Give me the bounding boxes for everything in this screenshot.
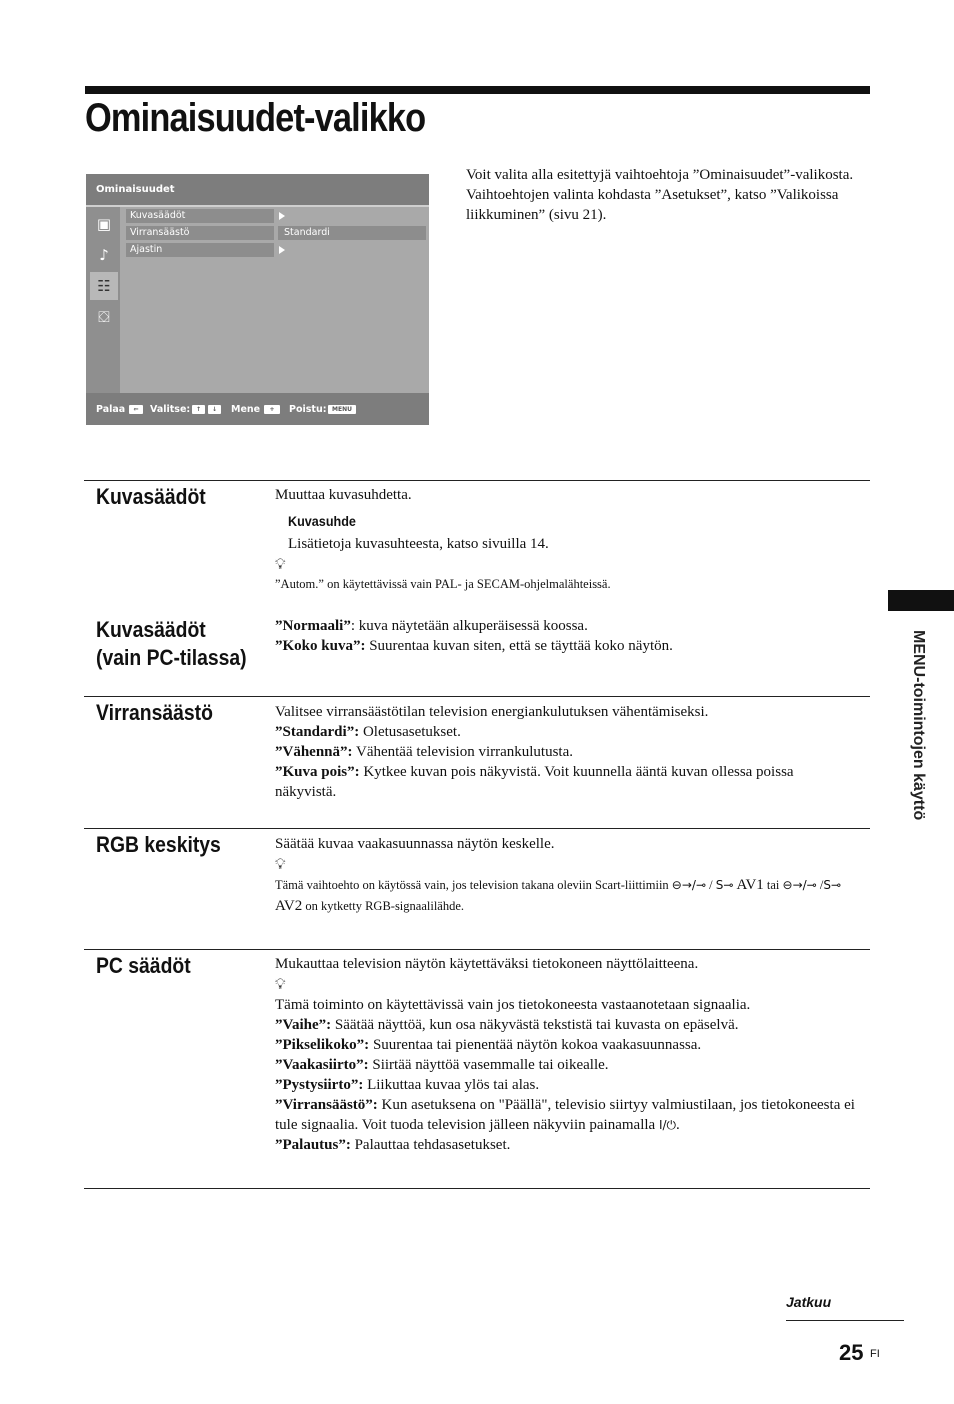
page-language: FI <box>870 1348 880 1360</box>
section-heading: Kuvasäädöt (vain PC-tilassa) <box>96 617 247 670</box>
intro-text: Voit valita alla esitettyjä vaihtoehtoja ”Ominaisuudet”-valikosta. Vaihtoehtojen valinta kohdasta ”Asetukset”, katso ”Valikoissa liikkuminen” (sivu 21). <box>466 167 854 223</box>
arrow-up-icon: ↑ <box>192 405 205 414</box>
section-rule <box>84 828 870 829</box>
power-icon: I/⏻ <box>658 1118 677 1132</box>
music-note-icon: ♪ <box>99 246 109 264</box>
tv-menu-item: Kuvasäädöt <box>126 209 274 223</box>
section-body-virransaasto: Valitsee virransäästötilan television energiankulutuksen vähentämiseksi. ”Standardi”: Oletusasetukset. ”Vähennä”: Vähentää television virrankulutusta. ”Kuva pois”: Kytkee kuvan pois näkyvistä. Voit kuunnella ääntä kuvan ollessa poissa näkyvistä. <box>275 704 794 800</box>
arrow-right-icon <box>279 212 285 220</box>
section-body-rgb: Säätää kuvaa vaakasuunnassa näytön keskelle. 💡︎ Tämä vaihtoehto on käytössä vain, jos television takana oleviin Scart-liittimiin ⊖→/⊸ / S⊸ AV1 tai ⊖→/⊸ /S⊸ AV2 on kytketty RGB-signaalilähde. <box>275 836 842 914</box>
section-rule <box>84 1188 870 1189</box>
chapter-side-label: MENU-toimintojen käyttö <box>910 630 927 821</box>
menu-key-icon: MENU <box>328 405 356 414</box>
tv-menu-value: Standardi <box>278 226 426 240</box>
section-body-pc: Mukauttaa television näytön käytettäväksi tietokoneen näyttölaitteena. 💡︎ Tämä toiminto on käytettävissä vain jos tietokoneesta vastaanotetaan signaalia. ”Vaihe”: Säätää näyttöä, kun osa näkyvästä tekstistä tai kuvasta on epäselvä. ”Pikselikoko”: Suurentaa tai pienentää näytön kokoa vaakasuunnassa. ”Vaakasiirto”: Siirtää näyttöä vasemmalle tai oikealle. ”Pystysiirto”: Liikuttaa kuvaa ylös tai alas. ”Virransäästö”: Kun asetuksena on "Päällä", televisio siirtyy valmiustilaan, jos tietokoneesta ei tule signaalia. Voit tuoda television jälleen näkyviin painamalla I/⏻. ”Palautus”: Palauttaa tehdasasetukset. <box>275 956 855 1153</box>
chapter-tab <box>888 590 954 611</box>
section-body-kuvasaadot-pc: ”Normaali”: kuva näytetään alkuperäisessä koossa. ”Koko kuva”: Suurentaa kuvan siten, että se täyttää koko näytön. <box>275 618 673 654</box>
lightbulb-icon: 💡︎ <box>275 555 286 573</box>
tv-menu-header: Ominaisuudet <box>86 174 429 205</box>
scart-input-icon: ⊖→/⊸ <box>671 878 707 892</box>
lightbulb-icon: 💡︎ <box>275 855 286 873</box>
lightbulb-icon: 💡︎ <box>275 975 286 993</box>
s-video-icon: S⊸ <box>715 878 734 892</box>
continue-label: Jatkuu <box>786 1294 832 1310</box>
tv-menu-item: Virransäästö <box>126 226 274 240</box>
section-heading: Kuvasäädöt <box>96 484 206 509</box>
title-rule <box>85 86 870 94</box>
arrow-down-icon: ↓ <box>208 405 221 414</box>
s-video-icon: S⊸ <box>823 878 842 892</box>
toolbox-icon: ⛋ <box>98 308 110 326</box>
tv-menu-icon-column <box>86 207 120 393</box>
page-title: Ominaisuudet-valikko <box>85 96 426 140</box>
scart-input-icon: ⊖→/⊸ <box>782 878 817 892</box>
return-key-icon: ⇐ <box>129 405 143 414</box>
section-heading: PC säädöt <box>96 953 191 978</box>
features-icon: ☷ <box>90 272 118 300</box>
plus-key-icon: + <box>264 405 280 414</box>
tv-menu-footer: Palaa ⇐ Valitse: ↑ ↓ Mene + Poistu: MENU <box>86 393 429 425</box>
section-rule <box>84 696 870 697</box>
section-rule <box>84 949 870 950</box>
tv-menu-item: Ajastin <box>126 243 274 257</box>
section-heading: Virransäästö <box>96 700 213 725</box>
page-number: 25 <box>839 1340 864 1365</box>
picture-icon: ▣ <box>96 215 112 233</box>
section-body-kuvasaadot: Muuttaa kuvasuhdetta. Kuvasuhde Lisätietoja kuvasuhteesta, katso sivuilla 14. 💡︎ ”Autom.” on käytettävissä vain PAL- ja SECAM-ohjelmalähteissä. <box>275 487 611 591</box>
tv-menu-screenshot <box>86 174 429 425</box>
arrow-right-icon <box>279 246 285 254</box>
section-heading: RGB keskitys <box>96 832 221 857</box>
section-rule <box>84 480 870 481</box>
